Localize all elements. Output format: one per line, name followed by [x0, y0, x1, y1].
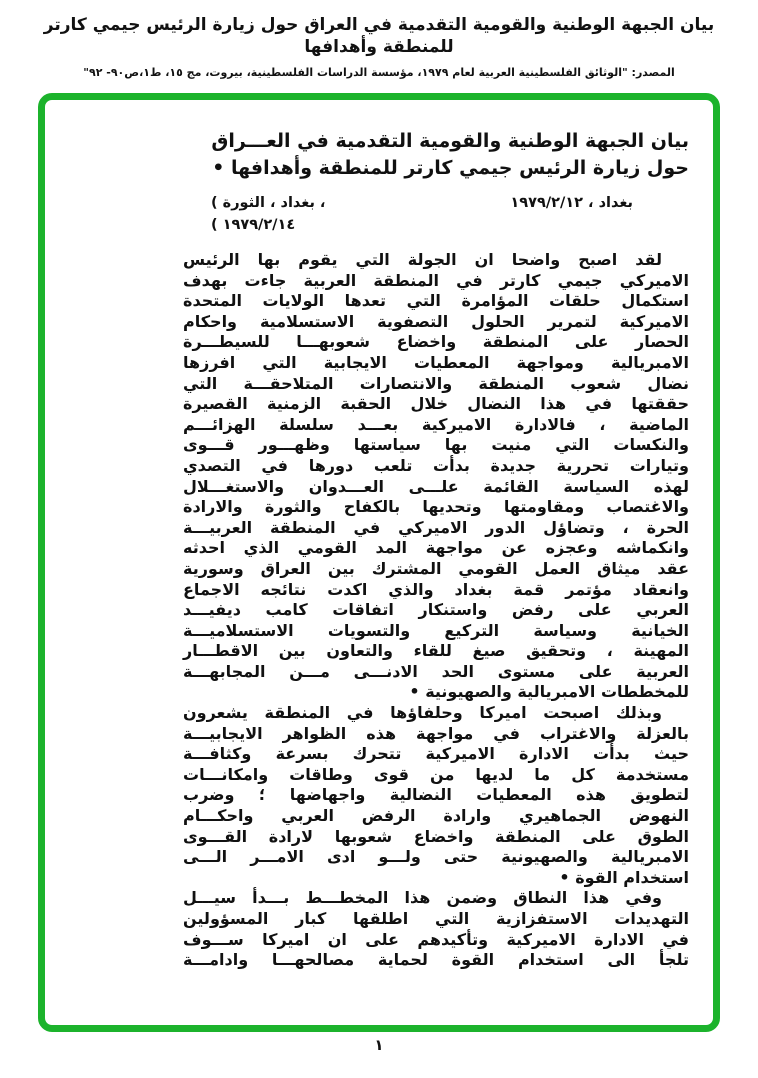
body-line: استكمال حلقات المؤامرة التي تعدها الولايات المتحدة [183, 291, 689, 311]
body-line: العربي على رفض واستنكار اتفاقات كامب ديفيـــد [183, 600, 689, 620]
body-line: وانعقاد مؤتمر قمة بغداد والذي اكدت نتائجه الاجماع [183, 579, 689, 599]
body-line: عقد ميثاق العمل القومي المشترك بين العراق وسورية [183, 558, 689, 578]
body-line: تلجأ الى استخدام القوة لحماية مصالحهـــا وادامـــة [183, 950, 689, 970]
body-line: النهوض الجماهيري وارادة الرفض العربي واحكـــام [183, 806, 689, 826]
body-line: حققتها في هذا النضال خلال الحقبة الزمنية القصيرة [183, 394, 689, 414]
body-line: الماضية ، فالادارة الاميركية بعـــد سلسلة الهزائـــم [183, 414, 689, 434]
body-line: والاغتصاب ومقاومتها وتحديها بالكفاح والثورة والارادة [183, 497, 689, 517]
body-line: والنكسات التي منيت بها سياستها وظهـــور قـــوى [183, 435, 689, 455]
body-line: المهينة ، وتحقيق صيغ للقاء والتعاون بين الاقطـــار [183, 641, 689, 661]
body-line: الامبريالية والصهيونية حتى ولـــو ادى الامـــر الـــى [183, 847, 689, 867]
dateline [183, 193, 689, 236]
page-header [0, 0, 758, 80]
document-title [183, 128, 689, 182]
page-number: ١ [374, 1036, 384, 1054]
body-line: الطوق على المنطقة واخضاع شعوبها لارادة القـــوى [183, 826, 689, 846]
body-line: التهديدات الاستفزازية التي اطلقها كبار المسؤولين [183, 909, 689, 928]
body-line: للمخططات الامبريالية والصهيونية • [409, 682, 689, 702]
body-line: الحصار على المنطقة واخضاع شعوبهـــا للسيطـــرة [183, 332, 689, 352]
citation-token: بغداد [280, 195, 315, 211]
document-title-line: بيان الجبهة الوطنية والقومية التقدمية في العـــراق [211, 130, 689, 152]
citation-token: ( [211, 195, 218, 211]
body-line: الامبريالية ومواجهة المعطيات الايجابية التي افرزها [183, 352, 689, 372]
body-line: الخيانية وسياسة التركيع والتسويات الاستسلاميـــة [183, 620, 689, 640]
document-frame [38, 93, 720, 1032]
body-line: بالعزلة والاغتراب في مواجهة هذه الظواهر الايجابيـــة [183, 723, 689, 743]
body-line: نضال شعوب المنطقة والانتصارات المتلاحقـــة التي [183, 373, 689, 393]
body-line: وتيارات تحررية جديدة بدأت تلعب دورها في التصدي [183, 455, 689, 475]
body-line: لتطويق هذه المعطيات النضالية واجهاضها ؛ وضرب [183, 785, 689, 805]
citation-token: ( [211, 217, 218, 233]
citation-line-2 [211, 215, 325, 236]
body-line: وبذلك اصبحت اميركا وحلفاؤها في المنطقة يشعرون [183, 703, 662, 723]
body-line: استخدام القوة • [559, 867, 689, 887]
body-line: العربية على مستوى الحد الادنـــى مـــن المجابهـــة [183, 661, 689, 681]
body-line: وفي هذا النطاق وضمن هذا المخطـــط بـــدأ سيـــل [183, 888, 662, 908]
body-line: وانكماشه وعجزه عن مواجهة المد القومي الذي احدثه [183, 538, 689, 558]
page-title: بيان الجبهة الوطنية والقومية التقدمية في العراق حول زيارة الرئيس جيمي كارتر للمنطقة وأهدافها [43, 15, 715, 57]
citation-token: ١٩٧٩/٢/١٤ [222, 217, 296, 233]
body-line: لقد اصبح واضحا ان الجولة التي يقوم بها الرئيس [183, 250, 662, 269]
body-line: الاميركية لتمرير الحلول التصفوية الاستسلامية واحكام [183, 311, 689, 331]
dateline-place-date: بغداد ، ١٩٧٩/٢/١٢ [510, 195, 633, 211]
body-line: مستخدمة كل ما لديها من قوى وطاقات وامكانـــات [183, 764, 689, 784]
body-line: الحرة ، وتضاؤل الدور الاميركي في المنطقة العربيـــة [183, 517, 689, 537]
citation-line-1 [211, 193, 325, 214]
document-title-line: حول زيارة الرئيس جيمي كارتر للمنطقة وأهدافها • [212, 157, 689, 179]
document-content [183, 128, 689, 971]
citation-token: الثورة [222, 195, 265, 211]
body-line: حيث بدأت الادارة الاميركية تتحرك بسرعة وكثافـــة [183, 744, 689, 764]
body-line: لهذه السياسة القائمة علـــى العـــدوان والاستغـــلال [183, 476, 689, 496]
citation-token: ، [269, 195, 276, 211]
source-line: المصدر: "الوثائق الفلسطينية العربية لعام ١٩٧٩، مؤسسة الدراسات الفلسطينية، بيروت، مج ١٥، ط١،ص٩٠- ٩٢" [83, 66, 675, 79]
citation [211, 193, 325, 236]
body-line: في الادارة الاميركية وتأكيدهم على ان اميركا ســـوف [183, 929, 689, 949]
document-body [183, 250, 689, 971]
body-line: الاميركي جيمي كارتر في المنطقة العربية جاءت بهدف [183, 270, 689, 290]
citation-token: ، [319, 195, 326, 211]
